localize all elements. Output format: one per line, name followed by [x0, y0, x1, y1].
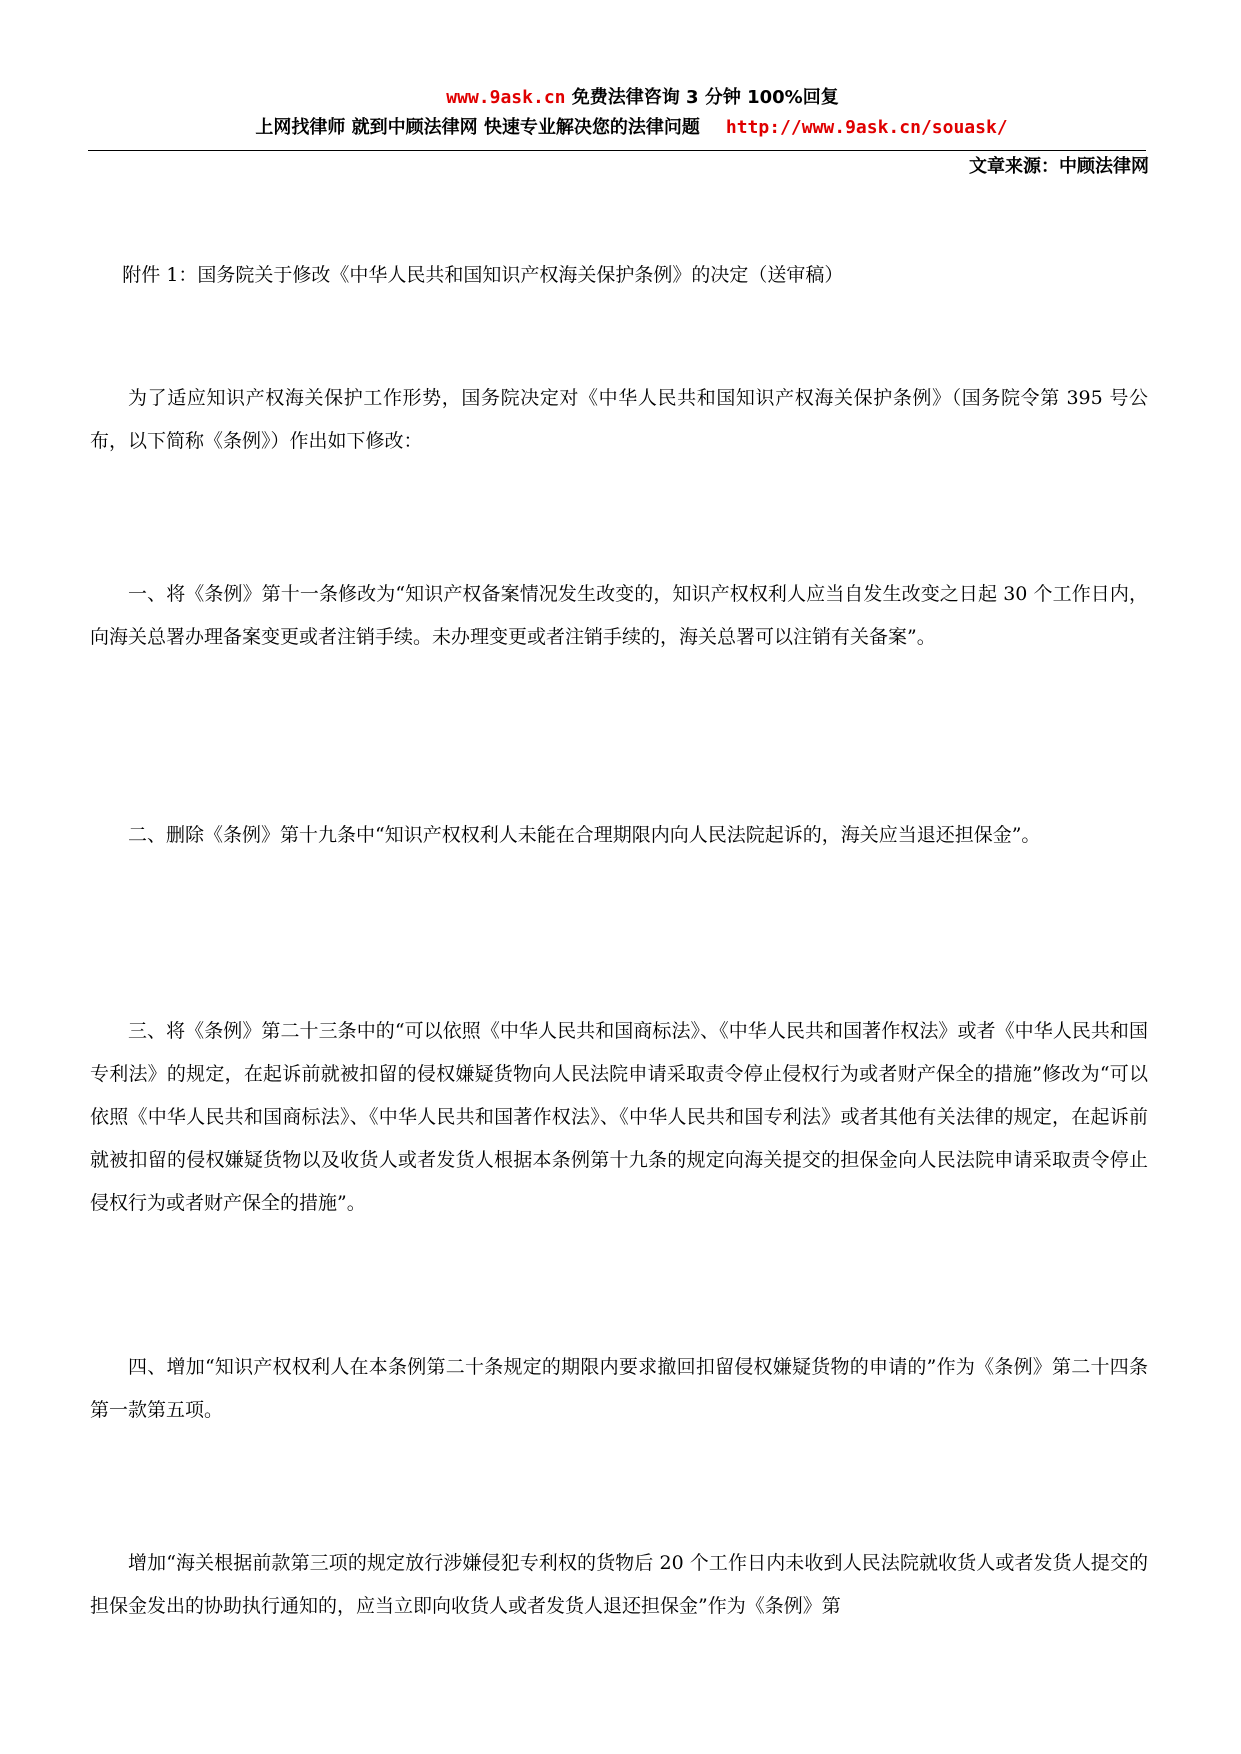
attachment-title: 附件 1：国务院关于修改《中华人民共和国知识产权海关保护条例》的决定（送审稿） [122, 264, 844, 286]
paragraph-item-3: 三、将《条例》第二十三条中的“可以依照《中华人民共和国商标法》、《中华人民共和国著作权法》或者《中华人民共和国专利法》的规定，在起诉前就被扣留的侵权嫌疑货物向人民法院申请采取责令停止侵权行为或者财产保全的措施”修改为“可以依照《中华人民共和国商标法》、《中华人民共和国著作权法》、《中华人民共和国专利法》或者其他有关法律的规定，在起诉前就被扣留的侵权嫌疑货物以及收货人或者发货人根据本条例第十九条的规定向海关提交的担保金向人民法院申请采取责令停止侵权行为或者财产保全的措施”。 [90, 1020, 1148, 1214]
article-source: 文章来源：中顾法律网 [969, 156, 1149, 177]
site-link[interactable]: www.9ask.cn [446, 87, 566, 108]
header-divider [88, 150, 1146, 151]
paragraph-intro: 为了适应知识产权海关保护工作形势，国务院决定对《中华人民共和国知识产权海关保护条例》（国务院令第 395 号公布，以下简称《条例》）作出如下修改： [90, 387, 1148, 452]
souask-link[interactable]: http://www.9ask.cn/souask/ [725, 117, 1008, 138]
header-line-2 [0, 116, 1241, 140]
paragraph-item-4: 四、增加“知识产权权利人在本条例第二十条规定的期限内要求撤回扣留侵权嫌疑货物的申请的”作为《条例》第二十四条第一款第五项。 [90, 1356, 1148, 1421]
paragraph-item-2: 二、删除《条例》第十九条中“知识产权权利人未能在合理期限内向人民法院起诉的，海关应当退还担保金”。 [128, 824, 1041, 846]
page-header [0, 86, 1241, 140]
paragraph-item-1: 一、将《条例》第十一条修改为“知识产权备案情况发生改变的，知识产权权利人应当自发生改变之日起 30 个工作日内，向海关总署办理备案变更或者注销手续。未办理变更或者注销手续的，海关总署可以注销有关备案”。 [90, 583, 1148, 648]
header-line-1 [0, 86, 1241, 110]
paragraph-item-4-addition: 增加“海关根据前款第三项的规定放行涉嫌侵犯专利权的货物后 20 个工作日内未收到人民法院就收货人或者发货人提交的担保金发出的协助执行通知的，应当立即向收货人或者发货人退还担保金”作为《条例》第 [90, 1552, 1148, 1617]
header-slogan-1: 免费法律咨询 3 分钟 100%回复 [565, 87, 839, 108]
header-slogan-2: 上网找律师 就到中顾法律网 快速专业解决您的法律问题 [255, 117, 700, 138]
